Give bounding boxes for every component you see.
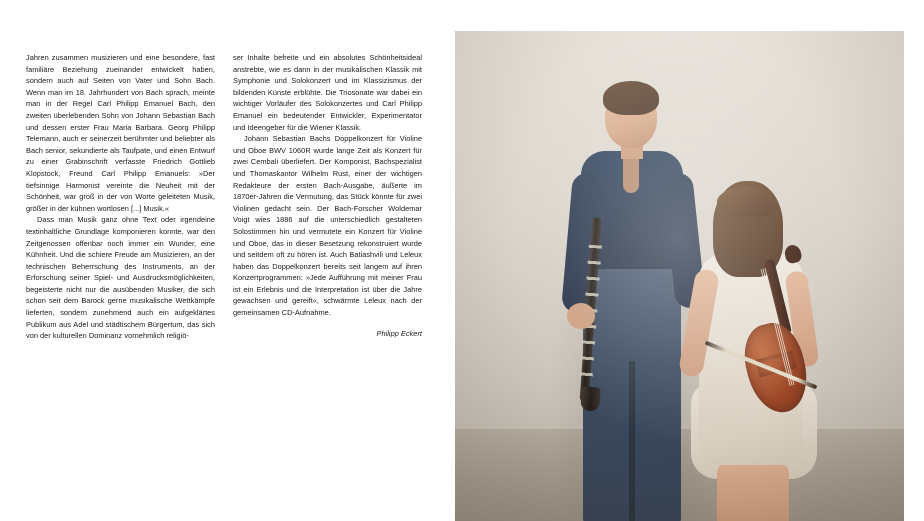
text-column-right [233,52,422,452]
paragraph-right-1: ser Inhalte befreite und ein absolutes Schönheitsideal anstrebte, wie es dann in der musikalischen Klassik mit Symphonie und Solokonzert und im Klassizismus der bildenden Künste erblühte. Die Triosonate war dabei ein wichtiger Vorläufer des Solokonzertes und Carl Philipp Emanuel ein bedeutender Entwickler, Experimentator und Ideengeber für die Wiener Klassik. [233,53,422,132]
article-photograph [455,31,904,521]
paragraph-left-1: Jahren zusammen musizieren und eine besondere, fast familiäre Beziehung zueinander entwickelt haben, sondern auch auf Seiten von Vater und Sohn Bach. Wenn man im 18. Jahrhundert von Bach sprach, meinte man in der Regel Carl Philipp Emanuel Bach, den zweiten überlebenden Sohn von Johann Sebastian Bach und dessen erster Frau Maria Barbara. Georg Philipp Telemann, auch er seinerzeit berühmter und beliebter als Bach senior, sekundierte als Taufpate, und einen Entwurf zu einer Grabinschrift verfasste Friedrich Gottlieb Klopstock, Freund Carl Philipp Emanuels: »Der tiefsinnige Harmonist vereinte die Neuheit mit der Schönheit, war groß in der von Worte geleiteten Musik, größer in der kühnen wortlosen [...] Musik.« [26,53,215,213]
article-text-area [26,52,422,452]
paragraph-right-2: Johann Sebastian Bachs Doppelkonzert für Violine und Oboe BWV 1060R wurde lange Zeit als Konzert für zwei Cembali überliefert. Der Komponist, Bachspezialist und Thomaskantor Wilhelm Rust, einer der wichtigen Redakteure der ersten Bach-Ausgabe, äußerte im 1870er-Jahren die Vermutung, das Stück könnte für zwei Violinen gedacht sein. Der Bach-Forscher Woldemar Voigt wies 1886 auf die unterschiedlich gestalteten Solostimmen hin und vermutete ein Konzert für Violine und Oboe, das in dieser Besetzung rekonstruiert wurde und seitdem oft zu hören ist. Auch Batiashvili und Leleux haben das Doppelkonzert bereits seit langem auf ihren Konzertprogrammen: »Jede Aufführung mit meiner Frau ist ein Erlebnis und die Interpretation ist über die Jahre gewachsen und gereift«, schwärmte Leleux nach der gemeinsamen CD-Aufnahme. [233,134,422,318]
photo-vignette [455,31,904,521]
paragraph-left-2: Dass man Musik ganz ohne Text oder irgendeine textinhaltliche Grundlage komponieren konnte, war den Zeitgenossen offenbar noch immer ein Wunder, eine Kühnheit. Und die schiere Freude am Musizieren, an der technischen Beherrschung des Instruments, an der Erforschung seiner Spiel- und Ausdrucksmöglichkeiten, begeisterte nicht nur die ausübenden Musiker, die sich schon seit dem Barock gerne musikalische Wettkämpfe lieferten, sondern zunehmend auch ein aufgeklärtes Publikum aus Adel und städtischem Bürgertum, das sich von der kulturellen Dominanz vornehmlich religiö- [26,215,215,341]
text-column-left [26,52,215,452]
author-byline: Philipp Eckert [376,328,422,338]
